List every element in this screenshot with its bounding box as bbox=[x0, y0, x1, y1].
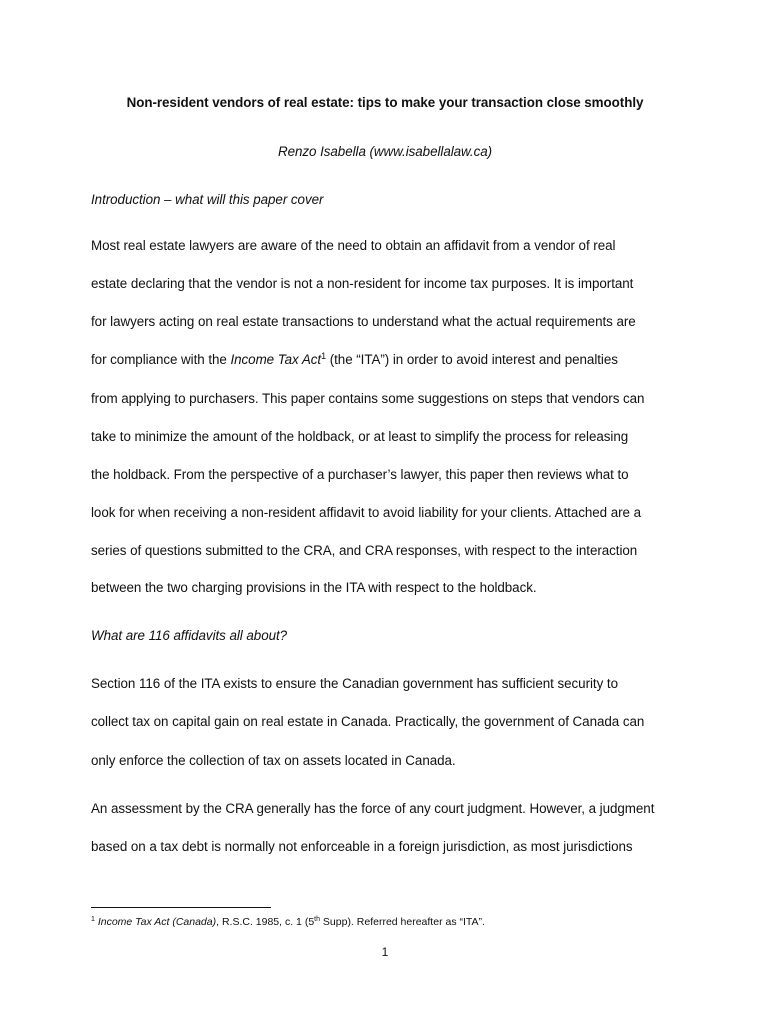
paragraph-line: only enforce the collection of tax on assets located in Canada. bbox=[91, 753, 456, 768]
paragraph-line: based on a tax debt is normally not enforceable in a foreign jurisdiction, as most jurisdictions bbox=[91, 839, 633, 854]
paragraph-line: Section 116 of the ITA exists to ensure the Canadian government has sufficient security to bbox=[91, 676, 618, 691]
paragraph-line: collect tax on capital gain on real estate in Canada. Practically, the government of Canada can bbox=[91, 714, 645, 729]
document-author: Renzo Isabella (www.isabellalaw.ca) bbox=[277, 144, 493, 159]
footnote bbox=[91, 915, 485, 929]
paragraph-line bbox=[91, 351, 691, 369]
footnote-act-name: Income Tax Act (Canada) bbox=[97, 916, 217, 928]
paragraph-line: estate declaring that the vendor is not a non-resident for income tax purposes. It is important bbox=[91, 276, 634, 291]
text-span: (the “ITA”) in order to avoid interest and penalties bbox=[326, 352, 618, 367]
section-heading-116-affidavits: What are 116 affidavits all about? bbox=[91, 628, 288, 643]
footnote-reference: 1 bbox=[321, 351, 327, 361]
document-title: Non-resident vendors of real estate: tips to make your transaction close smoothly bbox=[126, 95, 644, 110]
paragraph-line: take to minimize the amount of the holdback, or at least to simplify the process for releasing bbox=[91, 429, 629, 444]
section-heading-introduction: Introduction – what will this paper cover bbox=[91, 192, 324, 207]
act-name: Income Tax Act bbox=[230, 352, 322, 367]
paragraph-line: for lawyers acting on real estate transactions to understand what the actual requirements are bbox=[91, 314, 636, 329]
text-span: for compliance with the bbox=[91, 352, 231, 367]
paragraph-line: Most real estate lawyers are aware of the need to obtain an affidavit from a vendor of real bbox=[91, 238, 616, 253]
footnote-text: , R.S.C. 1985, c. 1 (5 bbox=[216, 916, 315, 928]
footnote-number: 1 bbox=[91, 916, 95, 923]
paragraph-line: series of questions submitted to the CRA, and CRA responses, with respect to the interaction bbox=[91, 543, 638, 558]
paragraph-line: from applying to purchasers. This paper contains some suggestions on steps that vendors can bbox=[91, 391, 645, 406]
footnote-text: Supp). Referred hereafter as “ITA”. bbox=[320, 916, 485, 928]
paragraph-line: the holdback. From the perspective of a purchaser’s lawyer, this paper then reviews what to bbox=[91, 467, 629, 482]
paragraph-line: An assessment by the CRA generally has the force of any court judgment. However, a judgment bbox=[91, 801, 655, 816]
paragraph-line: between the two charging provisions in the ITA with respect to the holdback. bbox=[91, 580, 537, 595]
footnote-divider bbox=[91, 907, 271, 908]
paragraph-line: look for when receiving a non-resident affidavit to avoid liability for your clients. Attached are a bbox=[91, 505, 642, 520]
footnote-ordinal: th bbox=[314, 916, 320, 923]
page-number: 1 bbox=[381, 945, 389, 959]
